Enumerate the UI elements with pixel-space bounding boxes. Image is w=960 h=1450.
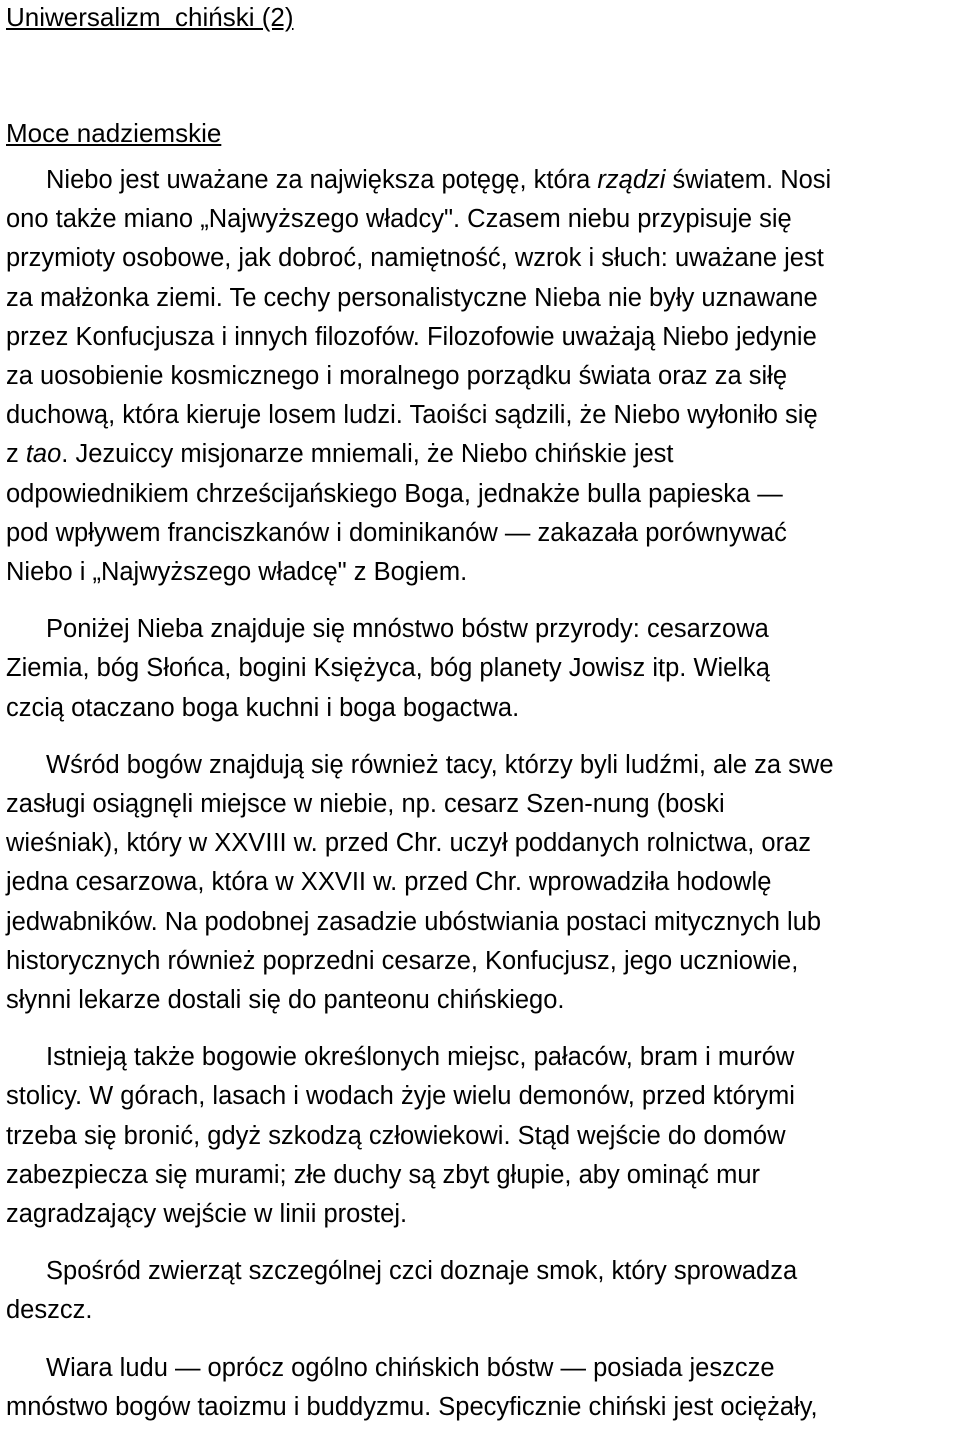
text-line (6, 1200, 407, 1228)
italic-text: rządzi (597, 166, 666, 194)
text-line (46, 615, 769, 643)
text-run: Spośród zwierząt szczególnej czci doznaje smok, który sprowadza (46, 1257, 798, 1286)
text-run: Ziemia, bóg Słońca, bogini Księżyca, bóg planety Jowisz itp. Wielką (6, 654, 770, 683)
paragraph (6, 1349, 956, 1427)
text-run: . Jezuiccy misjonarze mniemali, że Niebo chińskie jest (61, 440, 674, 469)
text-run: Istnieją także bogowie określonych miejsc, pałaców, bram i murów (46, 1043, 795, 1072)
text-run: Niebo i „Najwyższego władcę" z Bogiem. (6, 558, 468, 587)
text-line (46, 1043, 794, 1071)
text-run: wieśniak), który w XXVIII w. przed Chr. uczył poddanych rolnictwa, oraz (6, 829, 811, 858)
text-line (6, 401, 818, 429)
text-run: zagradzający wejście w linii prostej. (6, 1200, 408, 1229)
text-line (6, 986, 565, 1014)
text-line (6, 1296, 92, 1324)
text-line (6, 1393, 818, 1421)
text-line (6, 868, 771, 896)
text-run: mnóstwo bogów taoizmu i buddyzmu. Specyficznie chiński jest ociężały, (6, 1392, 818, 1421)
text-line (6, 440, 674, 468)
text-run: jedna cesarzowa, która w XXVII w. przed Chr. wprowadziła hodowlę (6, 868, 772, 897)
paragraph (6, 1038, 956, 1234)
text-run: deszcz. (6, 1296, 93, 1325)
text-line (6, 558, 467, 586)
text-run: ono także miano „Najwyższego władcy". Czasem niebu przypisuje się (6, 205, 792, 234)
text-run: zasługi osiągnęli miejsce w niebie, np. cesarz Szen-nung (boski (6, 790, 725, 819)
text-run: za uosobienie kosmicznego i moralnego porządku świata oraz za siłę (6, 362, 787, 391)
text-line (6, 362, 787, 390)
text-run: historycznych również poprzedni cesarze, Konfucjusz, jego uczniowie, (6, 946, 799, 975)
text-run: Wiara ludu — oprócz ogólno chińskich bóstw — posiada jeszcze (46, 1353, 775, 1382)
text-run: duchową, która kieruje losem ludzi. Taoiści sądzili, że Niebo wyłoniło się (6, 401, 818, 430)
text-line (46, 751, 834, 779)
paragraph (6, 610, 956, 728)
text-line (6, 519, 787, 547)
text-line (46, 1354, 775, 1382)
text-line (6, 480, 783, 508)
text-line (6, 244, 824, 272)
text-line (6, 790, 725, 818)
section-heading: Moce nadziemskie (6, 118, 222, 148)
text-line (46, 1257, 797, 1285)
text-line (6, 323, 817, 351)
text-line (6, 654, 770, 682)
text-run: pod wpływem franciszkanów i dominikanów — zakazała porównywać (6, 518, 787, 547)
body-text (6, 161, 956, 1427)
text-run: zabezpiecza się murami; złe duchy są zbyt głupie, aby ominąć mur (6, 1160, 761, 1189)
text-run: przez Konfucjusza i innych filozofów. Filozofowie uważają Niebo jedynie (6, 322, 817, 351)
text-run: Poniżej Nieba znajduje się mnóstwo bóstw przyrody: cesarzowa (46, 615, 769, 644)
text-line (6, 284, 818, 312)
text-run: Wśród bogów znajdują się również tacy, którzy byli ludźmi, ale za swe (46, 750, 834, 779)
text-run: przymioty osobowe, jak dobroć, namiętność, wzrok i słuch: uważane jest (6, 244, 824, 273)
document-page (6, 0, 956, 1427)
text-line (6, 908, 821, 936)
text-run: z (6, 440, 26, 469)
text-run: czcią otaczano boga kuchni i boga bogactwa. (6, 693, 520, 722)
text-run: jedwabników. Na podobnej zasadzie ubóstwiania postaci mitycznych lub (6, 907, 822, 936)
text-line (6, 1161, 760, 1189)
text-run: trzeba się bronić, gdyż szkodzą człowiekowi. Stąd wejście do domów (6, 1121, 786, 1150)
text-line (46, 166, 831, 194)
text-line (6, 947, 798, 975)
text-line (6, 694, 519, 722)
text-run: odpowiednikiem chrześcijańskiego Boga, jednakże bulla papieska — (6, 479, 783, 508)
italic-text: tao (25, 440, 62, 469)
text-run: słynni lekarze dostali się do panteonu chińskiego. (6, 986, 565, 1015)
paragraph (6, 1252, 956, 1330)
paragraph (6, 746, 956, 1020)
document-title: Uniwersalizm chiński (2) (6, 2, 294, 32)
text-line (6, 829, 811, 857)
text-run: stolicy. W górach, lasach i wodach żyje wielu demonów, przed którymi (6, 1082, 795, 1111)
text-line (6, 1082, 795, 1110)
text-run: za małżonka ziemi. Te cechy personalistyczne Nieba nie były uznawane (6, 283, 818, 312)
text-run: światem. Nosi (665, 166, 832, 194)
text-line (6, 1122, 786, 1150)
text-run: Niebo jest uważane za największa potęgę, która (46, 166, 598, 194)
text-line (6, 205, 792, 233)
paragraph (6, 161, 956, 592)
